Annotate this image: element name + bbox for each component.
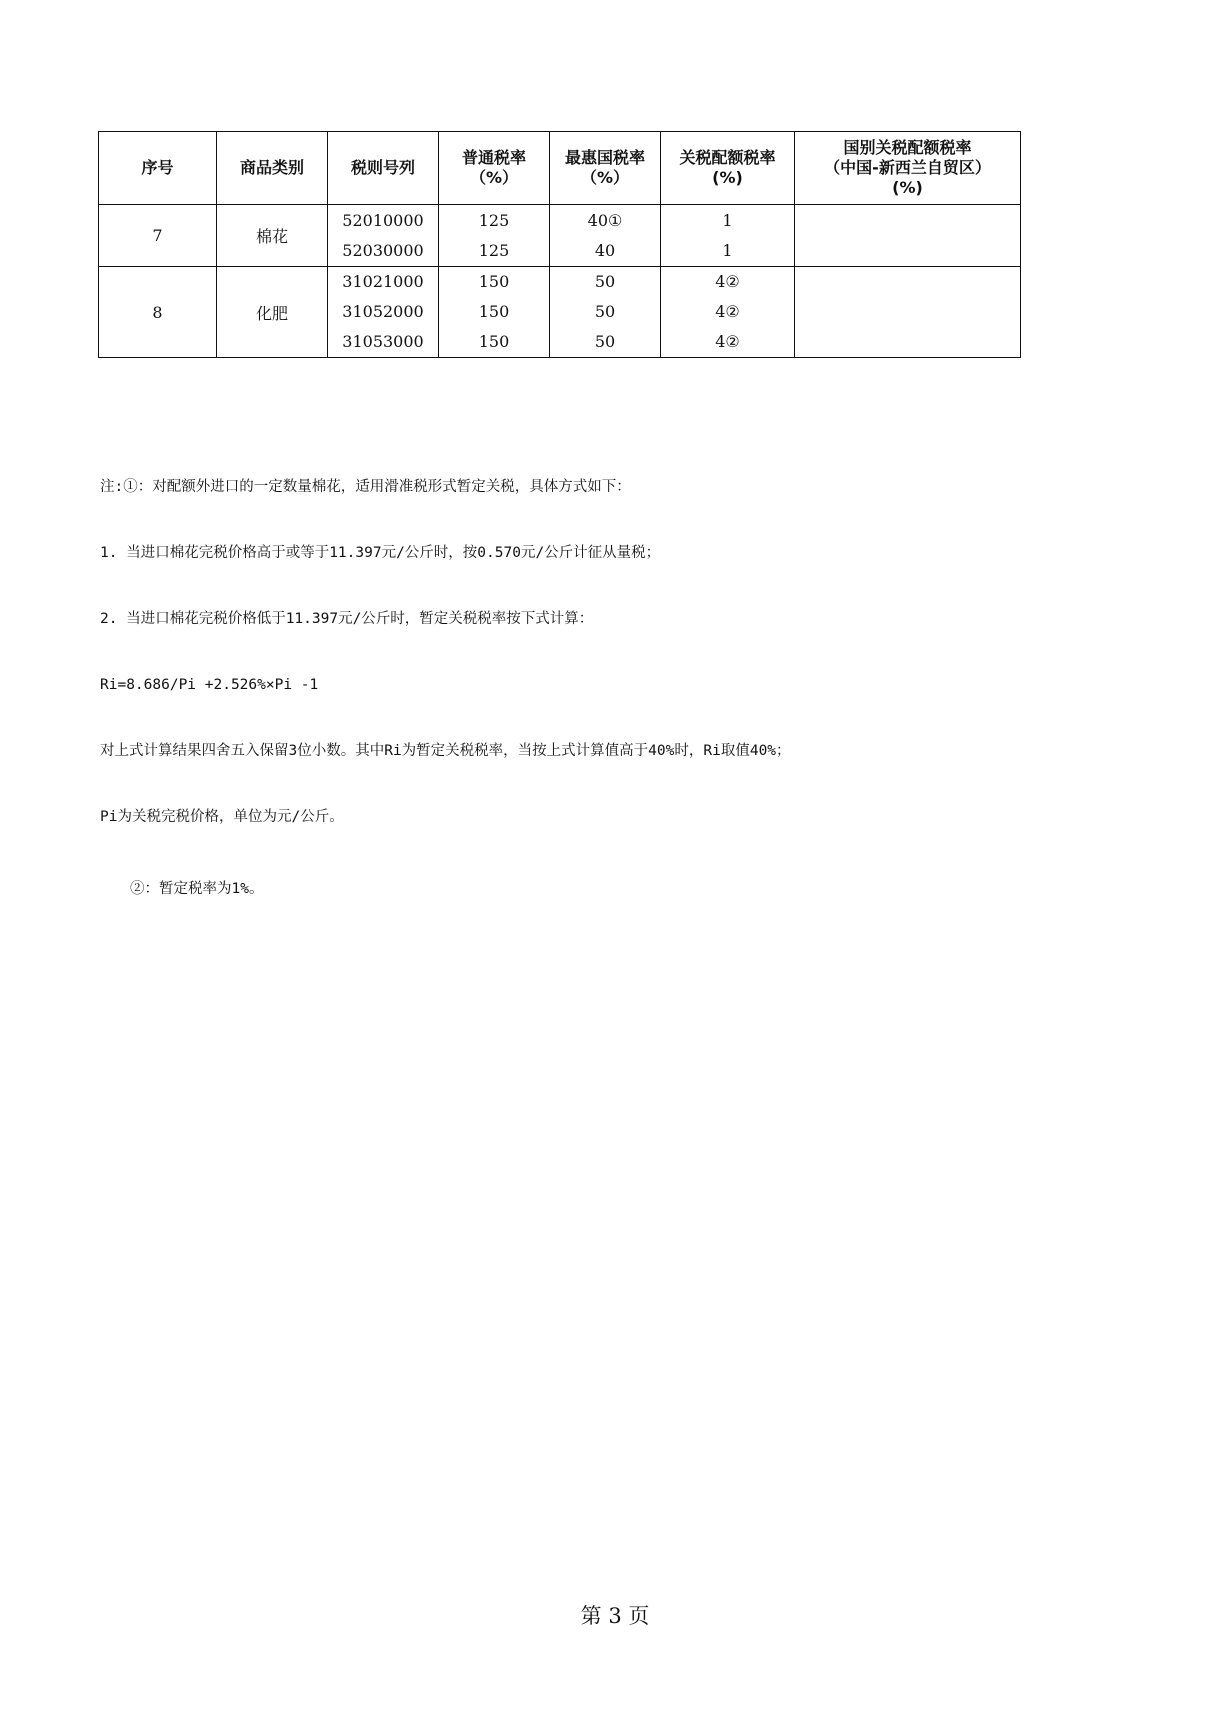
header-mfn-rate-line2: （%） — [580, 168, 630, 187]
header-quota-rate-line2: (%) — [712, 168, 743, 187]
mfn-rate: 40① — [587, 210, 623, 230]
tariff-code: 31052000 — [342, 302, 424, 321]
quota-rate: 4② — [715, 272, 740, 291]
general-rate: 150 — [478, 272, 510, 291]
header-fta-rate-line1: 国别关税配额税率 — [843, 138, 972, 157]
quota-rate: 1 — [722, 240, 733, 260]
page-number: 第 3 页 — [580, 1604, 650, 1628]
header-general-rate-line1: 普通税率 — [461, 148, 526, 167]
header-quota-rate-line1: 关税配额税率 — [679, 148, 776, 167]
note-line: 对上式计算结果四舍五入保留3位小数。其中Ri为暂定关税税率，当按上式计算值高于40%时，Ri取值40%； — [100, 743, 791, 759]
row-general-rates — [439, 267, 550, 358]
row-mfn-rates — [550, 205, 661, 267]
note-2: ②：暂定税率为1%。 — [130, 881, 264, 897]
header-fta-rate-line2: （中国-新西兰自贸区） — [824, 158, 991, 177]
tariff-code: 52010000 — [342, 210, 424, 230]
header-mfn-rate-line1: 最惠国税率 — [564, 148, 645, 167]
header-category: 商品类别 — [217, 132, 328, 205]
table-notes — [100, 432, 1110, 922]
note-line: Pi为关税完税价格，单位为元/公斤。 — [100, 809, 344, 825]
quota-rate: 4② — [715, 302, 740, 321]
quota-rate: 4② — [715, 332, 740, 351]
header-quota-rate — [661, 132, 795, 205]
general-rate: 125 — [478, 210, 510, 230]
row-fta-rate — [795, 267, 1021, 358]
tariff-code: 31053000 — [342, 332, 424, 351]
note-formula: Ri=8.686/Pi +2.526%×Pi -1 — [100, 677, 319, 693]
row-quota-rates — [661, 267, 795, 358]
quota-rate: 1 — [722, 210, 733, 230]
mfn-rate: 40 — [594, 240, 616, 260]
tariff-quota-table — [98, 131, 1021, 358]
mfn-rate: 50 — [594, 302, 616, 321]
header-fta-rate-line3: (%) — [892, 178, 923, 197]
header-fta-rate — [795, 132, 1021, 205]
row-general-rates — [439, 205, 550, 267]
note-line: 2. 当进口棉花完税价格低于11.397元/公斤时，暂定关税税率按下式计算： — [100, 611, 594, 627]
row-codes — [328, 205, 439, 267]
header-seq: 序号 — [99, 132, 217, 205]
header-tariff-code: 税则号列 — [328, 132, 439, 205]
table-row — [99, 205, 1021, 267]
tariff-code: 52030000 — [342, 240, 424, 260]
general-rate: 150 — [478, 302, 510, 321]
tariff-code: 31021000 — [342, 272, 424, 291]
mfn-rate: 50 — [594, 272, 616, 291]
row-quota-rates — [661, 205, 795, 267]
mfn-rate: 50 — [594, 332, 616, 351]
row-codes — [328, 267, 439, 358]
header-general-rate-line2: （%） — [469, 168, 519, 187]
table-row — [99, 267, 1021, 358]
header-general-rate — [439, 132, 550, 205]
row-category: 棉花 — [217, 205, 328, 267]
header-mfn-rate — [550, 132, 661, 205]
row-seq: 7 — [99, 205, 217, 267]
note-line: 1. 当进口棉花完税价格高于或等于11.397元/公斤时，按0.570元/公斤计征从量税； — [100, 545, 661, 561]
row-category: 化肥 — [217, 267, 328, 358]
note-line: 注:①：对配额外进口的一定数量棉花，适用滑准税形式暂定关税，具体方式如下： — [100, 479, 631, 495]
row-seq: 8 — [99, 267, 217, 358]
row-fta-rate — [795, 205, 1021, 267]
row-mfn-rates — [550, 267, 661, 358]
general-rate: 150 — [478, 332, 510, 351]
general-rate: 125 — [478, 240, 510, 260]
table-header-row — [99, 132, 1021, 205]
